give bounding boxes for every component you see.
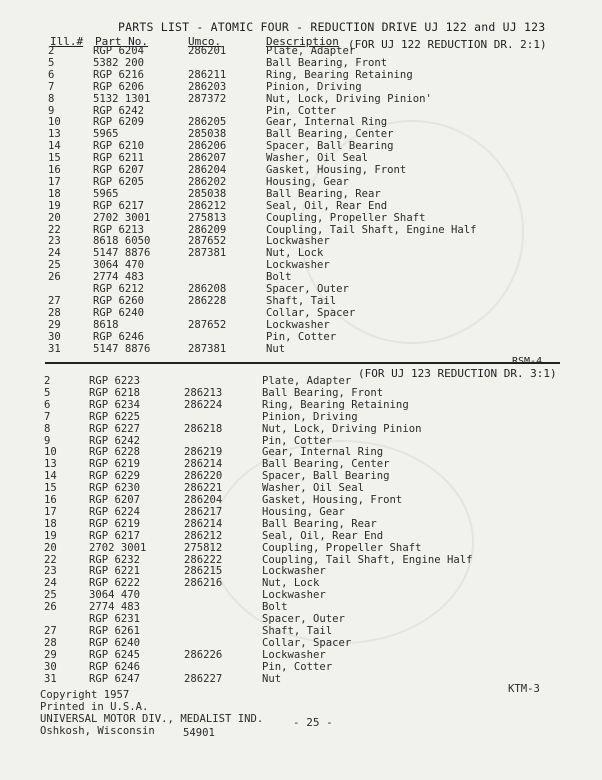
ill-number: 28 <box>44 636 57 649</box>
part-number: RGP 6230 <box>89 482 141 495</box>
ill-number: 16 <box>48 164 61 176</box>
description: Washer, Oil Seal <box>262 482 365 495</box>
description: Ball Bearing, Front <box>262 386 384 399</box>
ill-number: 8 <box>48 92 55 105</box>
ill-number: 24 <box>44 577 57 590</box>
umco-number: 286203 <box>188 80 227 93</box>
part-number: RGP 6227 <box>89 422 141 435</box>
description: Shaft, Tail <box>262 624 333 637</box>
ill-number: 19 <box>48 199 61 212</box>
ill-number: 20 <box>48 211 61 224</box>
description: Nut, Lock, Driving Pinion' <box>266 92 432 105</box>
document-code: KTM-3 <box>508 683 540 695</box>
company-line: UNIVERSAL MOTOR DIV., MEDALIST IND. <box>40 713 264 725</box>
part-number: 2702 3001 <box>93 211 151 224</box>
description: Collar, Spacer <box>262 636 352 649</box>
part-number: RGP 6240 <box>89 636 141 649</box>
description: Nut <box>262 672 282 685</box>
part-number: RGP 6245 <box>89 648 141 661</box>
ill-number: 29 <box>48 318 61 331</box>
ill-number: 13 <box>44 458 57 471</box>
umco-number: 286219 <box>184 446 223 459</box>
part-number: RGP 6234 <box>89 398 141 411</box>
part-number: RGP 6225 <box>89 410 141 423</box>
part-number: 5132 1301 <box>93 92 151 105</box>
ill-number: 22 <box>48 223 61 236</box>
part-number: RGP 6209 <box>93 116 145 129</box>
ill-number: 26 <box>48 271 61 284</box>
part-number: 2774 483 <box>89 601 141 614</box>
part-number: RGP 6221 <box>89 565 141 578</box>
part-number: RGP 6246 <box>89 660 141 673</box>
ill-number: 9 <box>44 434 51 447</box>
umco-number: 286218 <box>184 422 223 435</box>
ill-number: 31 <box>48 342 61 355</box>
description: Plate, Adapter <box>266 45 356 57</box>
umco-number: 286204 <box>184 494 223 506</box>
part-number: 5965 <box>93 128 119 141</box>
description: Pinion, Driving <box>266 80 362 93</box>
part-number: RGP 6204 <box>93 45 145 57</box>
description: Ring, Bearing Retaining <box>262 398 409 411</box>
ill-number: 15 <box>48 152 61 165</box>
part-number: RGP 6218 <box>89 386 141 399</box>
ill-number: 23 <box>44 565 57 578</box>
description: Nut, Lock, Driving Pinion <box>262 422 422 435</box>
description: Ball Bearing, Center <box>266 128 394 141</box>
description: Gear, Internal Ring <box>262 446 384 459</box>
ill-number: 23 <box>48 235 61 248</box>
umco-number: 287372 <box>188 92 227 105</box>
description: Lockwasher <box>262 565 326 578</box>
part-number: RGP 6228 <box>89 446 141 459</box>
part-number: RGP 6216 <box>93 68 145 81</box>
ill-number: 20 <box>44 541 57 554</box>
umco-number: 286217 <box>184 505 223 518</box>
ill-number: 6 <box>44 398 51 411</box>
header-umco: Umco. <box>188 35 222 48</box>
description: Nut <box>266 342 286 355</box>
part-number: RGP 6261 <box>89 624 141 637</box>
part-number: RGP 6206 <box>93 80 145 93</box>
description: Ball Bearing, Rear <box>262 517 377 530</box>
description: Lockwasher <box>262 589 326 602</box>
description: Coupling, Propeller Shaft <box>262 541 422 554</box>
umco-number: 287381 <box>188 247 227 260</box>
part-number: RGP 6246 <box>93 330 145 343</box>
ill-number: 27 <box>48 294 61 307</box>
description: Coupling, Propeller Shaft <box>266 211 426 224</box>
ill-number: 14 <box>44 470 57 483</box>
part-number: 5382 200 <box>93 56 145 69</box>
ill-number: 7 <box>44 410 51 423</box>
ill-number: 17 <box>44 505 57 518</box>
umco-number: 286221 <box>184 482 223 495</box>
description: Lockwasher <box>266 235 330 248</box>
part-number: RGP 6219 <box>89 458 141 471</box>
description: Pin, Cotter <box>266 330 337 343</box>
description: Nut, Lock <box>262 577 320 590</box>
part-number: RGP 6242 <box>89 434 141 447</box>
part-number: RGP 6207 <box>93 164 145 176</box>
umco-number: 287381 <box>188 342 227 355</box>
description: Housing, Gear <box>262 505 345 518</box>
umco-number: 285038 <box>188 187 227 200</box>
umco-number: 286207 <box>188 152 227 165</box>
description: Spacer, Ball Bearing <box>266 140 394 153</box>
umco-number: 286201 <box>188 45 227 57</box>
description: Ball Bearing, Center <box>262 458 390 471</box>
ill-number: 16 <box>44 494 57 506</box>
part-number: 3064 470 <box>93 259 145 272</box>
ill-number: 2 <box>44 375 51 387</box>
ill-number: 31 <box>44 672 57 685</box>
part-number: 2702 3001 <box>89 541 147 554</box>
umco-number: 286226 <box>184 648 223 661</box>
umco-number: 286214 <box>184 458 223 471</box>
part-number: RGP 6212 <box>93 283 145 295</box>
ill-number: 15 <box>44 482 57 495</box>
ill-number: 25 <box>44 589 57 602</box>
umco-number: 286216 <box>184 577 223 590</box>
part-number: RGP 6211 <box>93 152 145 165</box>
part-number: 8618 <box>93 318 119 331</box>
description: Ball Bearing, Rear <box>266 187 381 200</box>
ill-number: 14 <box>48 140 61 153</box>
description: Spacer, Ball Bearing <box>262 470 390 483</box>
part-number: RGP 6242 <box>93 104 145 117</box>
part-number: RGP 6260 <box>93 294 145 307</box>
umco-number: 286220 <box>184 470 223 483</box>
description: Bolt <box>266 271 292 284</box>
section1-note: (FOR UJ 122 REDUCTION DR. 2:1) <box>348 38 547 51</box>
umco-number: 275812 <box>184 541 223 554</box>
ill-number: 13 <box>48 128 61 141</box>
description: Lockwasher <box>262 648 326 661</box>
section-divider <box>45 362 560 364</box>
description: Pin, Cotter <box>262 660 333 673</box>
header-ill: Ill.# <box>50 35 84 48</box>
umco-number: 287652 <box>188 235 227 248</box>
ill-number: 17 <box>48 175 61 188</box>
description: Gasket, Housing, Front <box>266 164 407 176</box>
page-number: - 25 - <box>293 716 333 729</box>
description: Lockwasher <box>266 318 330 331</box>
part-number: RGP 6229 <box>89 470 141 483</box>
description: Pinion, Driving <box>262 410 358 423</box>
ill-number: 10 <box>48 116 61 129</box>
umco-number: 286212 <box>184 529 223 542</box>
ill-number: 29 <box>44 648 57 661</box>
part-number: RGP 6217 <box>89 529 141 542</box>
ill-number: 22 <box>44 553 57 566</box>
part-number: RGP 6222 <box>89 577 141 590</box>
umco-number: 286212 <box>188 199 227 212</box>
umco-number: 286222 <box>184 553 223 566</box>
part-number: RGP 6232 <box>89 553 141 566</box>
part-number: 5147 8876 <box>93 342 151 355</box>
description: Seal, Oil, Rear End <box>262 529 384 542</box>
part-number: RGP 6231 <box>89 613 141 625</box>
page-title: PARTS LIST - ATOMIC FOUR - REDUCTION DRIVE UJ 122 and UJ 123 <box>118 20 546 34</box>
part-number: RGP 6240 <box>93 306 145 319</box>
city-line: Oshkosh, Wisconsin <box>40 725 155 737</box>
umco-number: 286228 <box>188 294 227 307</box>
part-number: 5965 <box>93 187 119 200</box>
umco-number: 286209 <box>188 223 227 236</box>
umco-number: 286205 <box>188 116 227 129</box>
umco-number: 286202 <box>188 175 227 188</box>
umco-number: 286206 <box>188 140 227 153</box>
part-number: RGP 6223 <box>89 375 141 387</box>
umco-number: 286214 <box>184 517 223 530</box>
header-description: Description <box>266 35 339 48</box>
part-number: RGP 6247 <box>89 672 141 685</box>
section2-note: (FOR UJ 123 REDUCTION DR. 3:1) <box>358 367 557 380</box>
umco-number: 286208 <box>188 283 227 295</box>
description: Nut, Lock <box>266 247 324 260</box>
header-part-no: Part No. <box>95 35 148 48</box>
umco-number: 285038 <box>188 128 227 141</box>
part-number: RGP 6217 <box>93 199 145 212</box>
description: Plate, Adapter <box>262 375 352 387</box>
part-number: 2774 483 <box>93 271 145 284</box>
umco-number: 286227 <box>184 672 223 685</box>
umco-number: 286211 <box>188 68 227 81</box>
description: Spacer, Outer <box>262 613 345 625</box>
description: Washer, Oil Seal <box>266 152 369 165</box>
description: Pin, Cotter <box>266 104 337 117</box>
umco-number: 286213 <box>184 386 223 399</box>
description: Collar, Spacer <box>266 306 356 319</box>
part-number: RGP 6213 <box>93 223 145 236</box>
umco-number: 275813 <box>188 211 227 224</box>
ill-number: 27 <box>44 624 57 637</box>
description: Pin, Cotter <box>262 434 333 447</box>
description: Housing, Gear <box>266 175 349 188</box>
description: Lockwasher <box>266 259 330 272</box>
umco-number: 287652 <box>188 318 227 331</box>
part-number: 8618 6050 <box>93 235 151 248</box>
description: Gear, Internal Ring <box>266 116 388 129</box>
description: Spacer, Outer <box>266 283 349 295</box>
ill-number: 9 <box>48 104 55 117</box>
part-number: RGP 6219 <box>89 517 141 530</box>
ill-number: 6 <box>48 68 55 81</box>
section1-tag: RSM-4 <box>512 356 543 367</box>
ill-number: 30 <box>44 660 57 673</box>
part-number: 5147 8876 <box>93 247 151 260</box>
description: Bolt <box>262 601 288 614</box>
umco-number: 286204 <box>188 164 227 176</box>
description: Coupling, Tail Shaft, Engine Half <box>266 223 477 236</box>
umco-number: 286224 <box>184 398 223 411</box>
description: Shaft, Tail <box>266 294 337 307</box>
zip-code: 54901 <box>183 727 215 739</box>
ill-number: 30 <box>48 330 61 343</box>
printed-line: Printed in U.S.A. <box>40 701 149 713</box>
part-number: RGP 6205 <box>93 175 145 188</box>
description: Coupling, Tail Shaft, Engine Half <box>262 553 473 566</box>
ill-number: 8 <box>44 422 51 435</box>
copyright-line: Copyright 1957 <box>40 689 130 701</box>
ill-number: 5 <box>44 386 51 399</box>
description: Ball Bearing, Front <box>266 56 388 69</box>
ill-number: 2 <box>48 45 55 57</box>
description: Gasket, Housing, Front <box>262 494 403 506</box>
ill-number: 10 <box>44 446 57 459</box>
part-number: RGP 6207 <box>89 494 141 506</box>
ill-number: 25 <box>48 259 61 272</box>
ill-number: 7 <box>48 80 55 93</box>
ill-number: 18 <box>44 517 57 530</box>
ill-number: 19 <box>44 529 57 542</box>
part-number: RGP 6224 <box>89 505 141 518</box>
ill-number: 24 <box>48 247 61 260</box>
ill-number: 18 <box>48 187 61 200</box>
part-number: 3064 470 <box>89 589 141 602</box>
description: Seal, Oil, Rear End <box>266 199 388 212</box>
description: Ring, Bearing Retaining <box>266 68 413 81</box>
ill-number: 5 <box>48 56 55 69</box>
ill-number: 28 <box>48 306 61 319</box>
umco-number: 286215 <box>184 565 223 578</box>
ill-number: 26 <box>44 601 57 614</box>
part-number: RGP 6210 <box>93 140 145 153</box>
